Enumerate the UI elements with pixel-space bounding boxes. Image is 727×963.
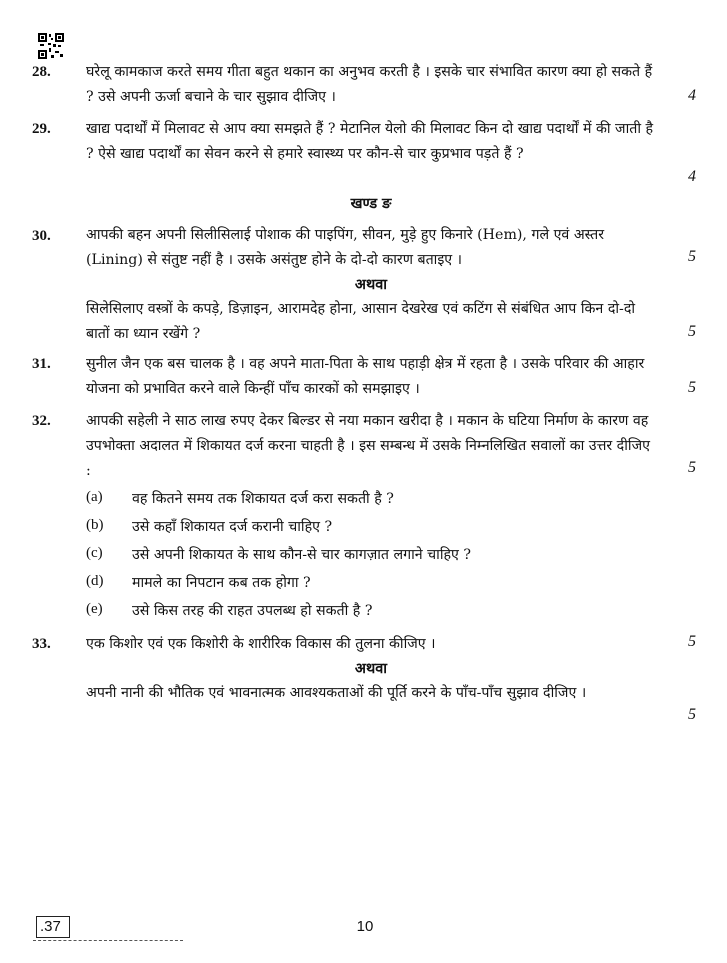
question-marks: 4: [688, 168, 696, 185]
question-text: अपनी नानी की भौतिक एवं भावनात्मक आवश्यकताओं की पूर्ति करने के पाँच-पाँच सुझाव दीजिए ।: [86, 685, 587, 701]
question-paper-code: .37: [36, 916, 70, 938]
question-marks: 4: [688, 87, 696, 104]
question-text: घरेलू कामकाज करते समय गीता बहुत थकान का अनुभव करती है । इसके चार संभावित कारण क्या हो सकते हैं ? उसे अपनी ऊर्जा बचाने के चार सुझाव दीजिए ।: [86, 64, 653, 105]
question-text: सुनील जैन एक बस चालक है । वह अपने माता-पिता के साथ पहाड़ी क्षेत्र में रहता है । उसके परिवार की आहार योजना को प्रभावित करने वाले किन्हीं पाँच कारकों को समझाइए ।: [86, 356, 645, 397]
question-marks: 5: [688, 633, 696, 650]
question-text: एक किशोर एवं एक किशोरी के शारीरिक विकास की तुलना कीजिए ।: [86, 636, 436, 652]
section-heading: खण्ड ङ: [350, 195, 392, 212]
question-number: 29.: [32, 121, 51, 137]
divider: [33, 940, 183, 941]
question-marks: 5: [688, 459, 696, 476]
sub-question-text: उसे किस तरह की राहत उपलब्ध हो सकती है ?: [132, 603, 373, 619]
sub-question-text: उसे कहाँ शिकायत दर्ज करानी चाहिए ?: [132, 519, 333, 535]
sub-question-label: (c): [86, 545, 103, 561]
sub-question-label: (e): [86, 601, 103, 617]
sub-question-label: (d): [86, 573, 104, 589]
question-text: खाद्य पदार्थों में मिलावट से आप क्या समझते हैं ? मेटानिल येलो की मिलावट किन दो खाद्य पदार्थों में की जाती है ? ऐसे खाद्य पदार्थों का सेवन करने से हमारे स्वास्थ्य पर कौन-से चार कुप्रभाव पड़ते हैं ?: [86, 121, 654, 162]
athva-label: अथवा: [354, 276, 388, 293]
question-marks: 5: [688, 323, 696, 340]
sub-question-label: (a): [86, 489, 103, 505]
question-marks: 5: [688, 706, 696, 723]
question-marks: 5: [688, 379, 696, 396]
question-number: 30.: [32, 228, 51, 244]
question-number: 28.: [32, 64, 51, 80]
qr-code-icon: [38, 33, 64, 59]
question-text: आपकी बहन अपनी सिलीसिलाई पोशाक की पाइपिंग, सीवन, मुड़े हुए किनारे (Hem), गले एवं अस्तर (Lining) से संतुष्ट नहीं है । उसके असंतुष्ट होने के दो-दो कारण बताइए ।: [86, 227, 605, 268]
sub-question-text: मामले का निपटान कब तक होगा ?: [132, 575, 311, 591]
question-text: सिलेसिलाए वस्त्रों के कपड़े, डिज़ाइन, आरामदेह होना, आसान देखरेख एवं कटिंग से संबंधित आप किन दो-दो बातों का ध्यान रखेंगे ?: [86, 301, 636, 342]
sub-question-text: वह कितने समय तक शिकायत दर्ज करा सकती है ?: [132, 491, 394, 507]
question-number: 33.: [32, 636, 51, 652]
question-text: आपकी सहेली ने साठ लाख रुपए देकर बिल्डर से नया मकान खरीदा है । मकान के घटिया निर्माण के कारण वह उपभोक्ता अदालत में शिकायत दर्ज करना चाहती है । इस सम्बन्ध में उसके निम्नलिखित सवालों का उत्तर दीजिए :: [86, 413, 650, 479]
athva-label: अथवा: [354, 660, 388, 677]
question-marks: 5: [688, 248, 696, 265]
page-number: 10: [356, 918, 374, 935]
question-number: 32.: [32, 413, 51, 429]
question-number: 31.: [32, 356, 51, 372]
sub-question-text: उसे अपनी शिकायत के साथ कौन-से चार कागज़ात लगाने चाहिए ?: [132, 547, 472, 563]
sub-question-label: (b): [86, 517, 104, 533]
